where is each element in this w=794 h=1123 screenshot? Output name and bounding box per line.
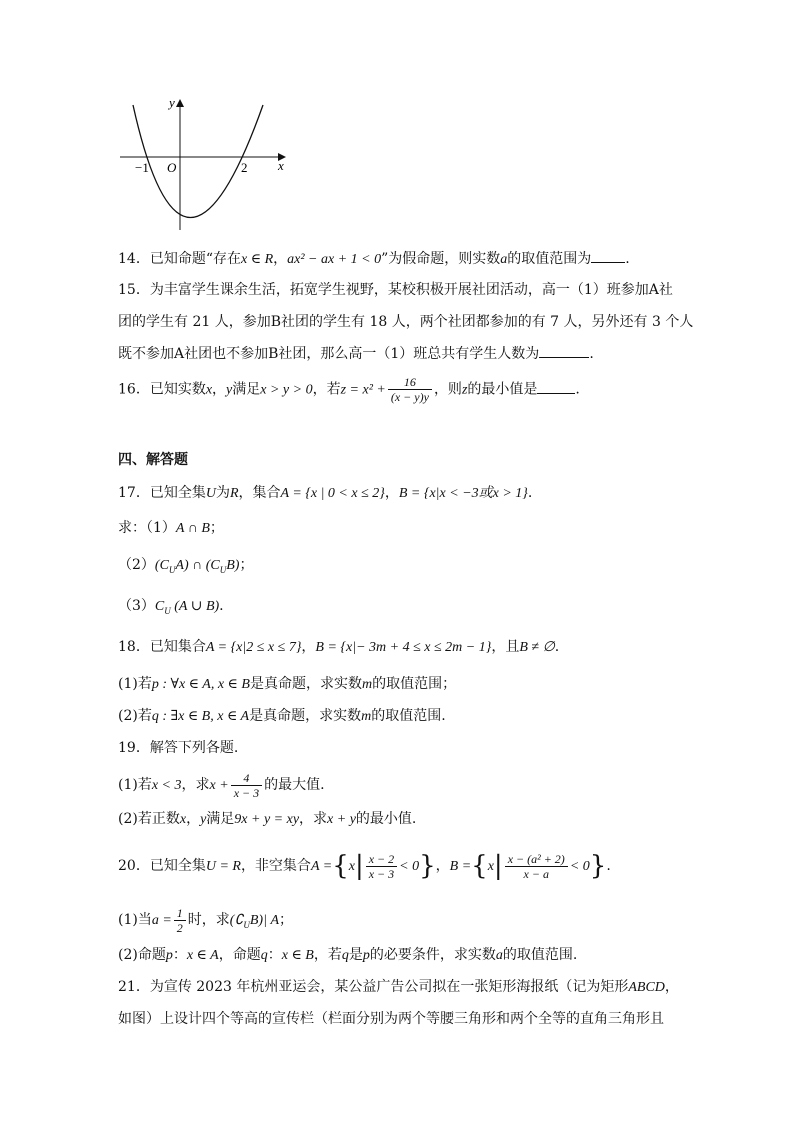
question-18-part-2: (2)若q : ∃x ∈ B, x ∈ A是真命题，求实数m的取值范围. bbox=[118, 708, 446, 724]
y-axis-label: y bbox=[169, 95, 175, 110]
fraction: $\frac{16}{(x - y)y}$ bbox=[388, 375, 432, 404]
question-15-line-1: 15．为丰富学生课余生活，拓宽学生视野，某校积极开展社团活动，高一（1）班参加A社 bbox=[118, 282, 673, 298]
origin-label: O bbox=[167, 160, 177, 175]
root-right-label: 2 bbox=[241, 160, 248, 175]
parabola-graph bbox=[118, 95, 293, 235]
brace-left: { bbox=[332, 851, 349, 881]
root-left-label: −1 bbox=[135, 160, 149, 175]
question-20: 20．已知全集U = R，非空集合A ={x| $\frac{x - 2}{x - 3}$ < 0}，B ={x| $\frac{\text{x − (a² + 2)}}{x - a}$ < 0}. bbox=[118, 851, 611, 881]
question-17: 17．已知全集U为R，集合A = {x | 0 < x ≤ 2}，B = {x|x < −3或x > 1}. bbox=[118, 485, 533, 501]
brace-right: } bbox=[589, 851, 607, 881]
brace-left: { bbox=[471, 851, 488, 881]
question-20-part-2: (2)命题p：x ∈ A，命题q：x ∈ B，若q是p的必要条件，求实数a的取值范围. bbox=[118, 947, 578, 963]
fraction: $\frac{x - 2}{x - 3}$ bbox=[366, 852, 397, 881]
answer-blank bbox=[537, 379, 575, 394]
question-17-part-2: $(2)(C_UA)$ ∩ $(C_UB)$； bbox=[118, 557, 254, 575]
brace-right: } bbox=[419, 851, 436, 881]
fraction: $\frac{4}{x - 3}$ bbox=[231, 771, 262, 800]
y-axis-arrow bbox=[176, 99, 184, 107]
question-15-line-3: 既不参加A社团也不参加B社团，那么高一（1）班总共有学生人数为 . bbox=[118, 343, 594, 364]
question-17-part-1: 求：（1）A ∩ B； bbox=[118, 520, 224, 536]
question-20-part-1: (1)当a = $\frac{1}{2}$ 时，求$(∁_UB)|$ A； bbox=[118, 905, 293, 935]
answer-blank bbox=[591, 248, 625, 263]
question-15-line-2: 团的学生有 21 人，参加B社团的学生有 18 人，两个社团都参加的有 7 人，另外还有 3 个人 bbox=[118, 314, 694, 330]
answer-blank bbox=[539, 343, 589, 358]
question-21-line-1: 21．为宣传 2023 年杭州亚运会，某公益广告公司拟在一张矩形海报纸（记为矩形ABCD， bbox=[118, 979, 679, 995]
question-17-part-3: $(3)C_U$ (A ∪ B). bbox=[118, 598, 224, 616]
question-18: 18．已知集合A = {x|2 ≤ x ≤ 7}，B = {x|− 3m + 4 ≤ x ≤ 2m − 1}，且B ≠ ∅. bbox=[118, 639, 560, 655]
fraction: $\frac{\text{x − (a² + 2)}}{x - a}$ bbox=[505, 852, 568, 881]
section-heading: 四、解答题 bbox=[118, 452, 188, 468]
question-14: 14．已知命题“存在x ∈ R，ax² − ax + 1 < 0”为假命题，则实数a的取值范围为 . bbox=[118, 248, 630, 270]
fraction: $\frac{1}{2}$ bbox=[174, 906, 186, 935]
x-axis-label: x bbox=[278, 158, 284, 173]
question-19: 19．解答下列各题. bbox=[118, 740, 239, 756]
question-18-part-1: (1)若p : ∀x ∈ A, x ∈ B是真命题，求实数m的取值范围； bbox=[118, 676, 457, 692]
question-19-part-2: (2)若正数x，y满足9x + y = xy，求x + y的最小值. bbox=[118, 811, 417, 827]
question-21-line-2: 如图）上设计四个等高的宣传栏（栏面分别为两个等腰三角形和两个全等的直角三角形且 bbox=[118, 1011, 664, 1027]
question-16: 16．已知实数x，y满足x > y > 0，若z = x² + $\frac{16}{(x - y)y}$ ，则z的最小值是 . bbox=[118, 375, 580, 404]
question-19-part-1: (1)若x < 3，求x + $\frac{4}{x - 3}$ 的最大值. bbox=[118, 770, 325, 800]
divider-bar: | bbox=[354, 851, 364, 881]
divider-bar: | bbox=[493, 851, 503, 881]
